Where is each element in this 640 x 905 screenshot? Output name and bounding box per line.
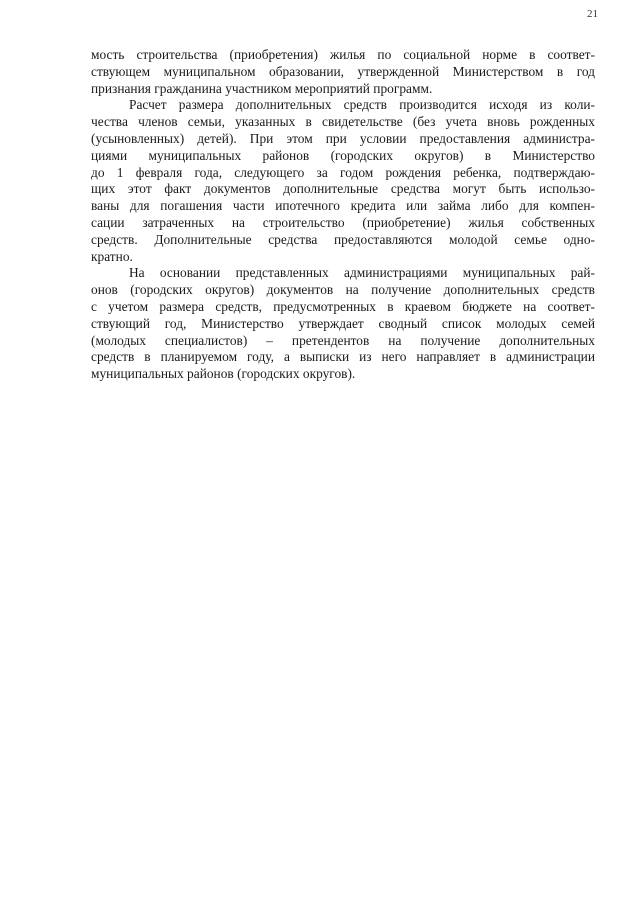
text-line: муниципальных районов (городских округов). (91, 366, 356, 382)
text-line: кратно. (91, 248, 133, 264)
text-line: сации затраченных на строительство (приобретение) жилья собственных (91, 214, 595, 230)
paragraph-3 (91, 265, 595, 383)
text-line: чества членов семьи, указанных в свидетельстве (без учета вновь рожденных (91, 114, 595, 130)
text-line: ствующий год, Министерство утверждает сводный список молодых семей (91, 315, 595, 331)
text-line: средств. Дополнительные средства предоставляются молодой семье одно- (91, 231, 595, 247)
body-text (91, 47, 595, 383)
text-line: с учетом размера средств, предусмотренных в краевом бюджете на соответ- (91, 298, 595, 314)
text-line: (молодых специалистов) – претендентов на получение дополнительных (91, 332, 595, 348)
text-line: Расчет размера дополнительных средств производится исходя из коли- (129, 97, 595, 113)
text-line: (усыновленных) детей). При этом при условии предоставления администра- (91, 130, 595, 146)
paragraph-1 (91, 47, 595, 97)
text-line: до 1 февраля года, следующего за годом рождения ребенка, подтверждаю- (91, 164, 595, 180)
text-line: средств в планируемом году, а выписки из него направляет в администрации (91, 349, 595, 365)
paragraph-2 (91, 97, 595, 265)
text-line: онов (городских округов) документов на получение дополнительных средств (91, 282, 595, 298)
text-line: признания гражданина участником мероприятий программ. (91, 80, 433, 96)
text-line: циями муниципальных районов (городских округов) в Министерство (91, 147, 595, 163)
text-line: На основании представленных администрациями муниципальных рай- (129, 265, 595, 281)
text-line: мость строительства (приобретения) жилья по социальной норме в соответ- (91, 47, 595, 62)
page-number: 21 (587, 8, 598, 20)
text-line: ваны для погашения части ипотечного кредита или займа либо для компен- (91, 198, 595, 214)
text-line: ствующем муниципальном образовании, утвержденной Министерством в год (91, 63, 595, 79)
text-line: щих этот факт документов дополнительные средства могут быть использо- (91, 181, 595, 197)
